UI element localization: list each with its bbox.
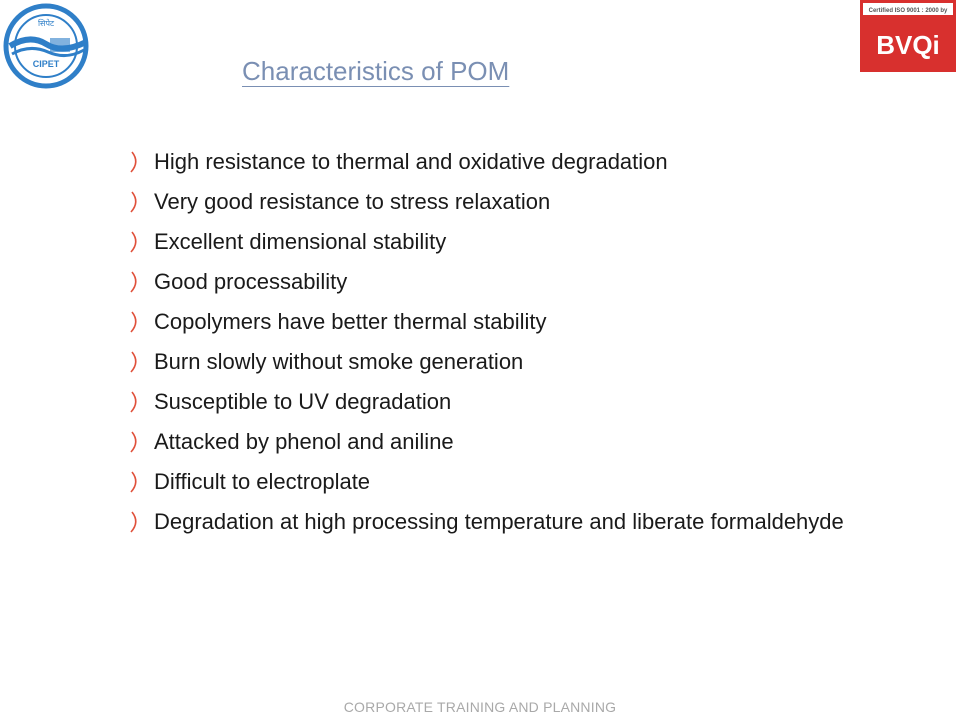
bullet-marker-icon	[128, 230, 142, 254]
bullet-text: Burn slowly without smoke generation	[154, 349, 524, 374]
bullet-text: Excellent dimensional stability	[154, 229, 447, 254]
bullet-item	[128, 142, 912, 182]
bullet-text: Difficult to electroplate	[154, 469, 371, 494]
bullet-item	[128, 382, 912, 422]
bullet-item	[128, 502, 912, 542]
bullet-item	[128, 462, 912, 502]
bullet-text: Attacked by phenol and aniline	[154, 429, 454, 454]
bullet-item	[128, 262, 912, 302]
bullet-item	[128, 182, 912, 222]
bullet-marker-icon	[128, 190, 142, 214]
slide-title: Characteristics of POM	[242, 56, 510, 86]
bullet-marker-icon	[128, 390, 142, 414]
bullet-text: Susceptible to UV degradation	[154, 389, 452, 414]
bullet-text: Copolymers have better thermal stability	[154, 309, 547, 334]
bvqi-cert-text: Certified ISO 9001 : 2000 by	[868, 8, 948, 14]
cipet-logo	[0, 0, 96, 96]
bullet-item	[128, 342, 912, 382]
bullet-text: High resistance to thermal and oxidative degradation	[154, 149, 668, 174]
footer-text: CORPORATE TRAINING AND PLANNING	[343, 699, 617, 715]
bvqi-brand-text: BVQi	[876, 30, 940, 60]
bullet-marker-icon	[128, 510, 142, 534]
bullet-item	[128, 222, 912, 262]
bullet-marker-icon	[128, 310, 142, 334]
bullet-item	[128, 422, 912, 462]
bullet-marker-icon	[128, 270, 142, 294]
bullet-marker-icon	[128, 470, 142, 494]
svg-text:सिपेट: सिपेट	[37, 19, 55, 28]
bullet-marker-icon	[128, 430, 142, 454]
bullet-item	[128, 302, 912, 342]
bullet-marker-icon	[128, 350, 142, 374]
bullet-list	[128, 142, 912, 542]
cipet-logo-label: CIPET	[32, 59, 60, 69]
bullet-text: Degradation at high processing temperature and liberate formaldehyde	[154, 509, 844, 534]
bullet-text: Very good resistance to stress relaxation	[154, 189, 551, 214]
bullet-text: Good processability	[154, 269, 348, 294]
bvqi-certification-logo	[860, 0, 956, 72]
bullet-marker-icon	[128, 150, 142, 174]
